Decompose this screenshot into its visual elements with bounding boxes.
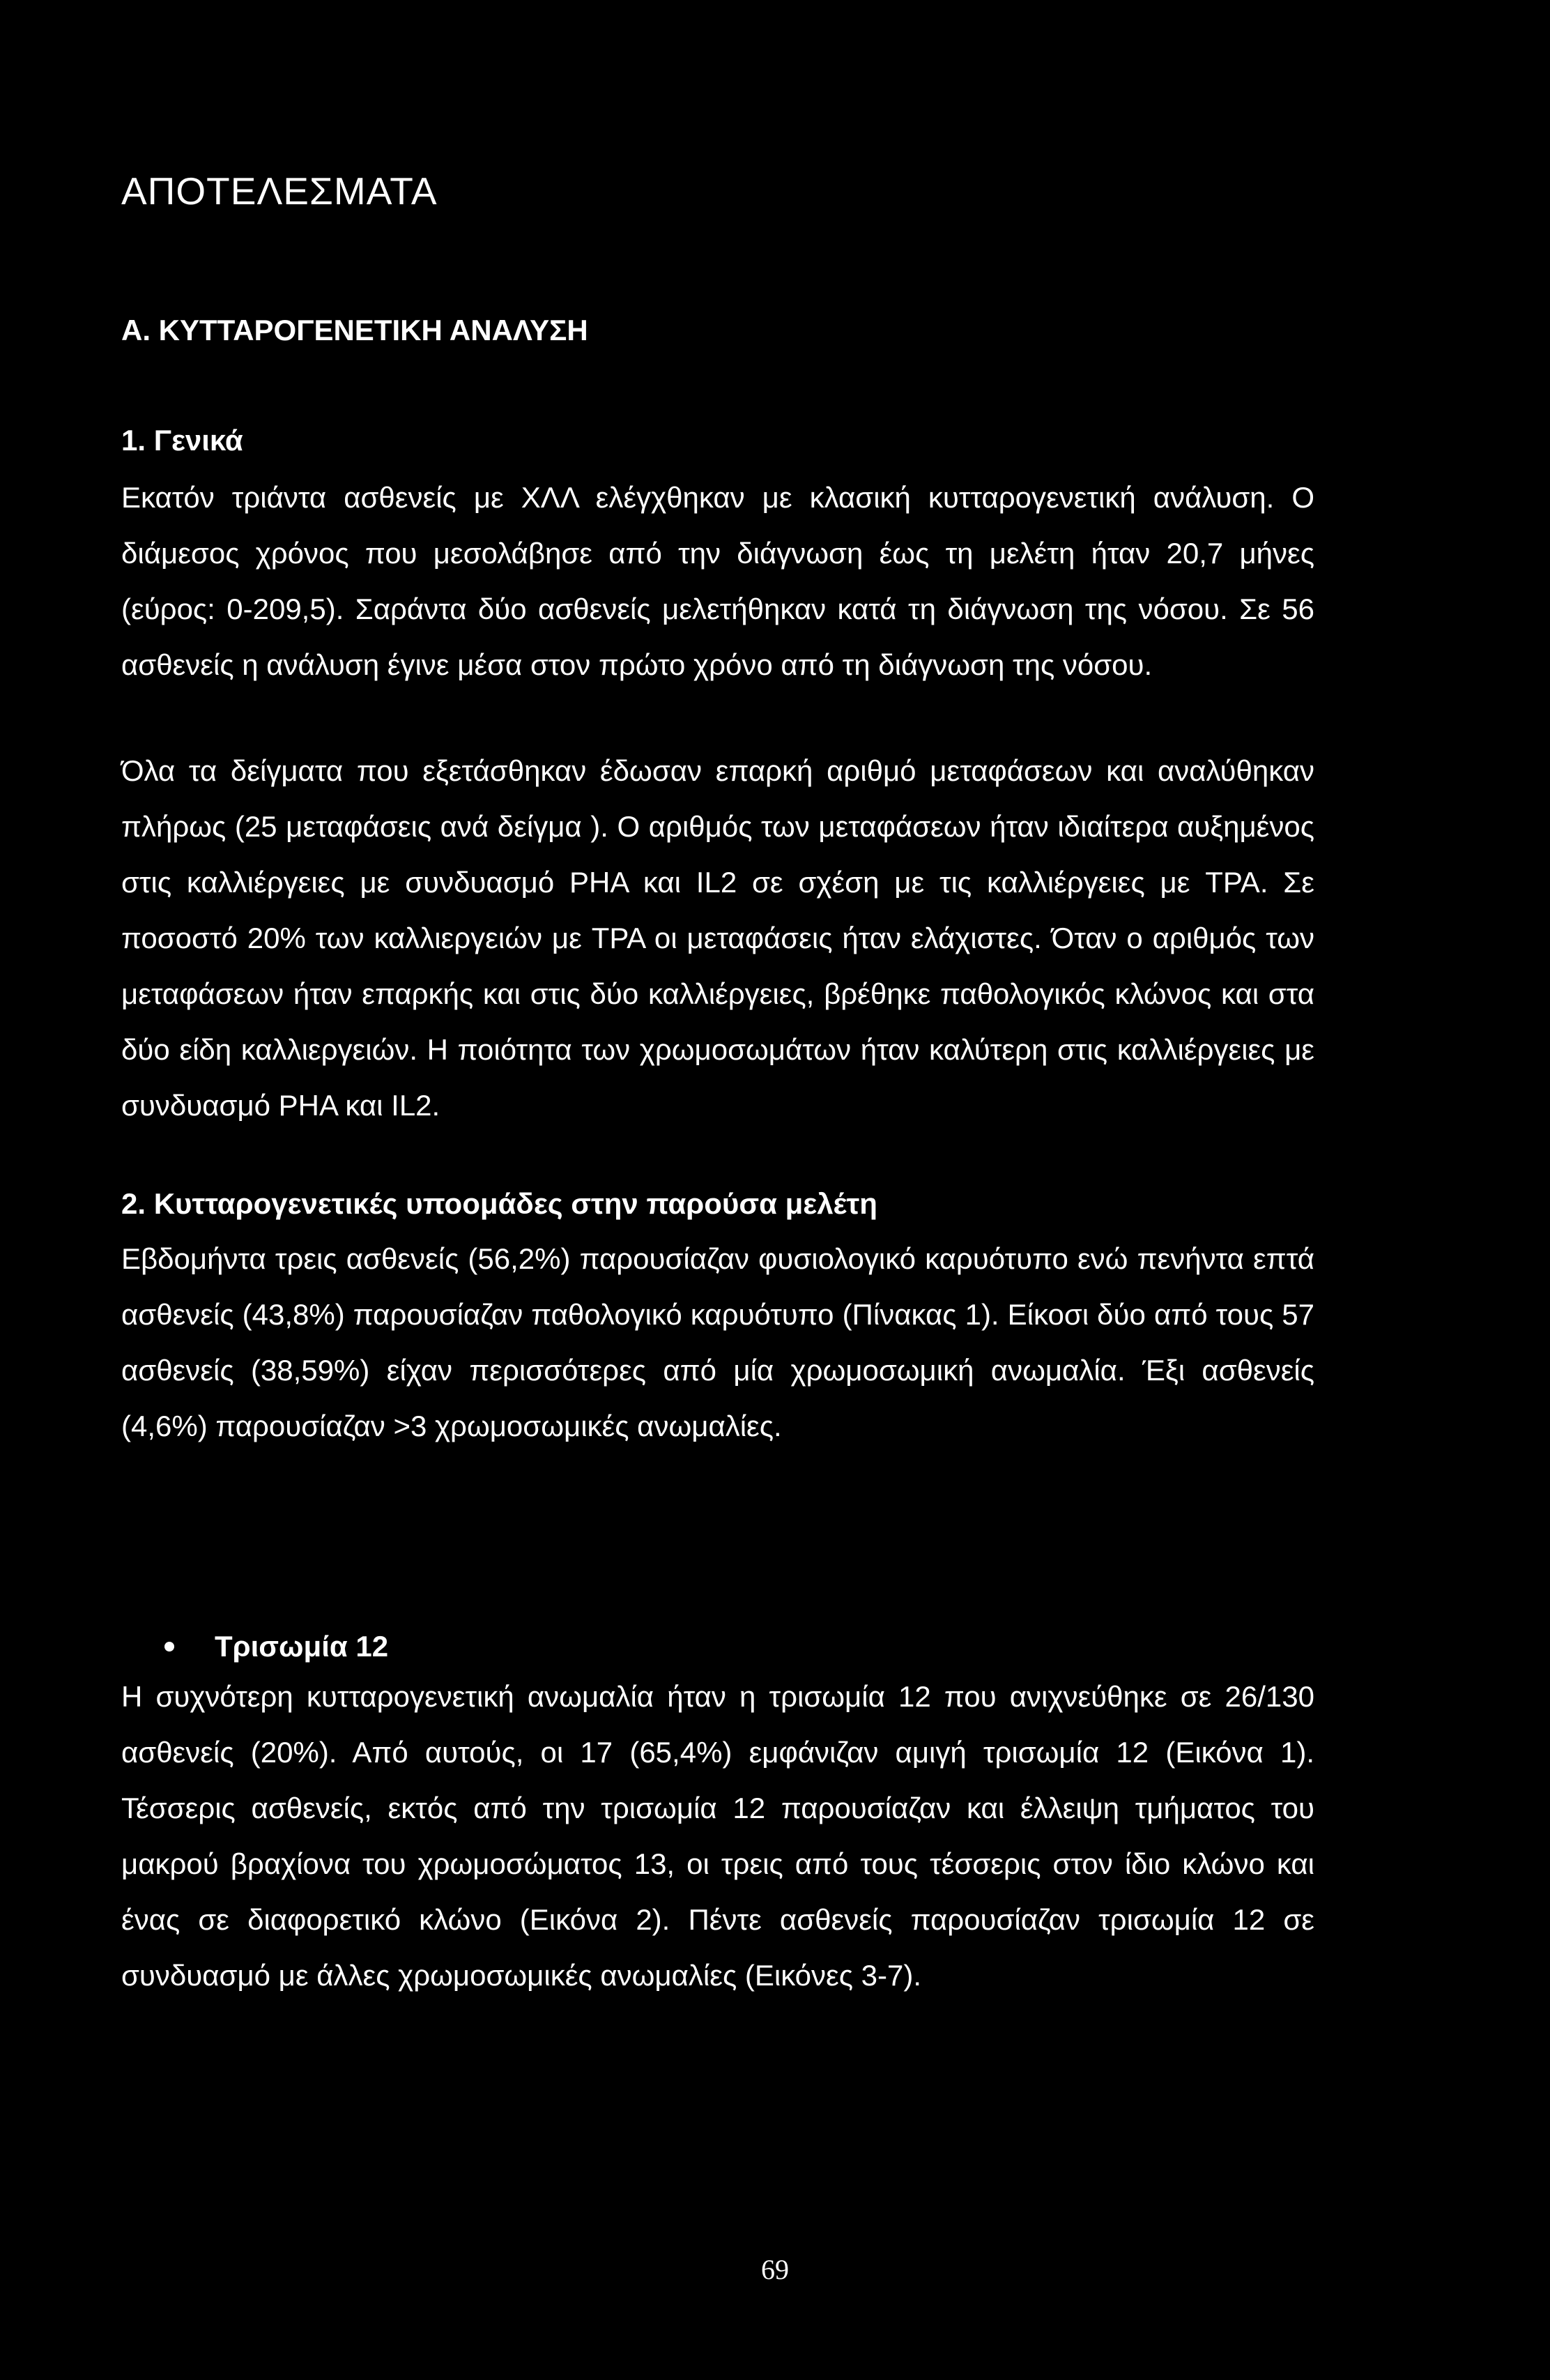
bullet-label: Τρισωμία 12 bbox=[215, 1630, 389, 1663]
subsection-heading-cytogenetic-subgroups: 2. Κυτταρογενετικές υποομάδες στην παρούσα μελέτη bbox=[121, 1187, 877, 1220]
page-number: 69 bbox=[761, 2254, 789, 2285]
page-title: ΑΠΟΤΕΛΕΣΜΑΤΑ bbox=[121, 169, 438, 213]
subsection-heading-general: 1. Γενικά bbox=[121, 424, 243, 457]
paragraph-metaphases: Όλα τα δείγματα που εξετάσθηκαν έδωσαν επαρκή αριθμό μεταφάσεων και αναλύθηκαν πλήρως (25 μεταφάσεις ανά δείγμα ). Ο αριθμός των μεταφάσεων ήταν ιδιαίτερα αυξημένος στις καλλιέργειες με συνδυασμό PHA και IL2 σε σχέση με τις καλλιέργειες με TPA. Σε ποσοστό 20% των καλλιεργειών με TPA οι μεταφάσεις ήταν ελάχιστες. Όταν ο αριθμός των μεταφάσεων ήταν επαρκής και στις δύο καλλιέργειες, βρέθηκε παθολογικός κλώνος και στα δύο είδη καλλιεργειών. Η ποιότητα των χρωμοσωμάτων ήταν καλύτερη στις καλλιέργειες με συνδυασμό PHA και IL2. bbox=[121, 754, 1314, 1122]
paragraph-general-overview: Εκατόν τριάντα ασθενείς με ΧΛΛ ελέγχθηκαν με κλασική κυτταρογενετική ανάλυση. Ο διάμεσος χρόνος που μεσολάβησε από την διάγνωση έως τη μελέτη ήταν 20,7 μήνες (εύρος: 0-209,5). Σαράντα δύο ασθενείς μελετήθηκαν κατά τη διάγνωση της νόσου. Σε 56 ασθενείς η ανάλυση έγινε μέσα στον πρώτο χρόνο από τη διάγνωση της νόσου. bbox=[121, 481, 1314, 681]
paragraph-karyotype-summary: Εβδομήντα τρεις ασθενείς (56,2%) παρουσίαζαν φυσιολογικό καρυότυπο ενώ πενήντα επτά ασθενείς (43,8%) παρουσίαζαν παθολογικό καρυότυπο (Πίνακας 1). Είκοσι δύο από τους 57 ασθενείς (38,59%) είχαν περισσότερες από μία χρωμοσωμική ανωμαλία. Έξι ασθενείς (4,6%) παρουσίαζαν >3 χρωμοσωμικές ανωμαλίες. bbox=[121, 1242, 1314, 1442]
bullet-trisomy-12 bbox=[121, 1626, 388, 1668]
bullet-dot-icon bbox=[164, 1642, 174, 1651]
section-heading-cytogenetic-analysis: Α. ΚΥΤΤΑΡΟΓΕΝΕΤΙΚΗ ΑΝΑΛΥΣΗ bbox=[121, 314, 588, 346]
paragraph-trisomy-12: Η συχνότερη κυτταρογενετική ανωμαλία ήταν η τρισωμία 12 που ανιχνεύθηκε σε 26/130 ασθενείς (20%). Από αυτούς, οι 17 (65,4%) εμφάνιζαν αμιγή τρισωμία 12 (Εικόνα 1). Τέσσερις ασθενείς, εκτός από την τρισωμία 12 παρουσίαζαν και έλλειψη τμήματος του μακρού βραχίονα του χρωμοσώματος 13, οι τρεις από τους τέσσερις στον ίδιο κλώνο και ένας σε διαφορετικό κλώνο (Εικόνα 2). Πέντε ασθενείς παρουσίαζαν τρισωμία 12 σε συνδυασμό με άλλες χρωμοσωμικές ανωμαλίες (Εικόνες 3-7). bbox=[121, 1680, 1314, 1992]
